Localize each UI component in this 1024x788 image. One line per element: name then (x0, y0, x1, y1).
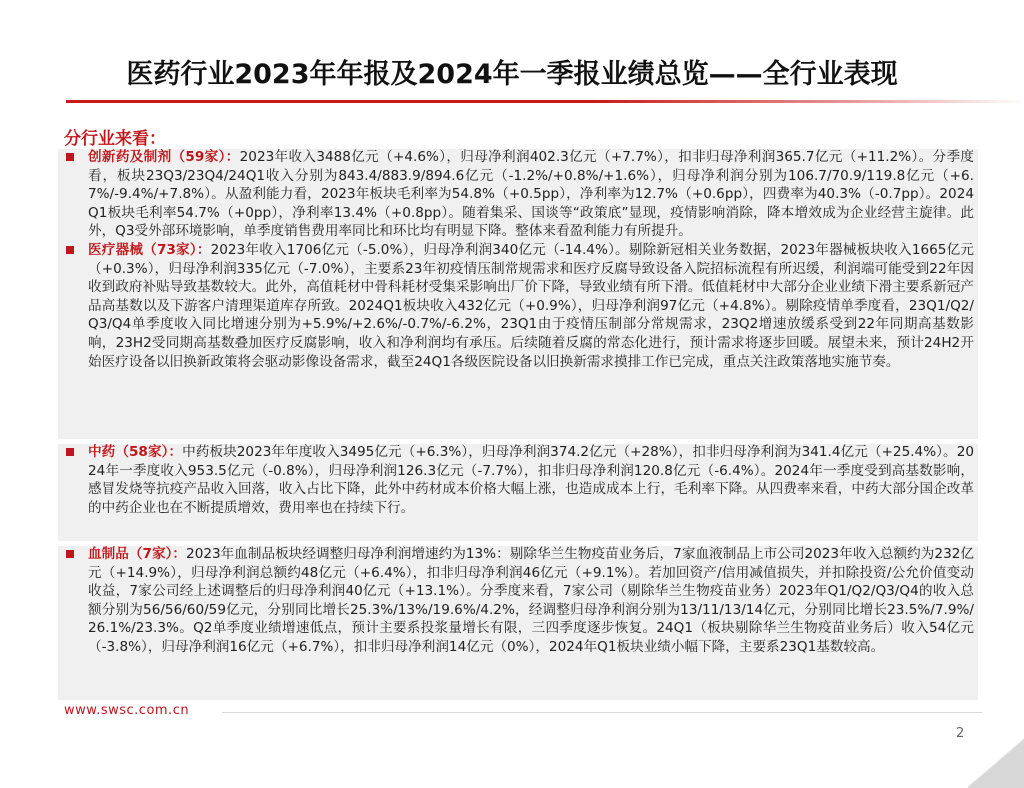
section-body-text: 2023年血制品板块经调整归母净利润增速约为13%：剔除华兰生物疫苗业务后，7家血液制品上市公司2023年收入总额约为232亿元（+14.9%），归母净利润总额约48亿元（+6.4%），扣非归母净利润46亿元（+9.1%）。若加回资产/信用减值损失，并扣除投资/公允价值变动收益，7家公司经上述调整后的归母净利润40亿元（+13.1%）。分季度来看，7家公司（剔除华兰生物疫苗业务）2023年Q1/Q2/Q3/Q4的收入总额分别为56/56/60/59亿元，分别同比增长25.3%/13%/19.6%/4.2%，经调整归母净利润分别为13/11/13/14亿元，分别同比增长23.5%/7.9%/26.1%/23.3%。Q2单季度业绩增速低点，预计主要系投浆量增长有限，三四季度逐步恢复。24Q1（板块剔除华兰生物疫苗业务后）收入54亿元（-3.8%），归母净利润16亿元（+6.7%），扣非归母净利润14亿元（0%），2024年Q1板块业绩小幅下降，主要系23Q1基数较高。 (88, 546, 974, 655)
section-paragraph (88, 148, 974, 241)
page-corner-decoration (968, 728, 1024, 788)
section-paragraph (88, 241, 974, 371)
square-bullet-icon (66, 550, 74, 558)
page-title: 医药行业2023年年报及2024年一季报业绩总览——全行业表现 (126, 59, 898, 90)
section-category-label: 创新药及制剂（59家）： (88, 149, 240, 165)
section-tcm (58, 444, 978, 541)
section-body-text: 中药板块2023年年度收入3495亿元（+6.3%），归母净利润374.2亿元（+28%），扣非归母净利润为341.4亿元（+25.4%）。2024年一季度收入953.5亿元（-0.8%），归母净利润126.3亿元（-7.7%），扣非归母净利润120.8亿元（-6.4%）。2024年一季度受到高基数影响，感冒发烧等抗疫产品收入回落，收入占比下降，此外中药材成本价格大幅上涨，也造成成本上行，毛利率下降。从四费率来看，中药大部分国企改革的中药企业也在不断提质增效，费用率也在持续下行。 (88, 444, 974, 516)
section-blood-products (58, 546, 978, 700)
page-number: 2 (956, 726, 965, 741)
section-category-label: 中药（58家）： (88, 444, 183, 460)
section-body-text: 2023年收入3488亿元（+4.6%），归母净利润402.3亿元（+7.7%），扣非归母净利润365.7亿元（+11.2%）。分季度看，板块23Q3/23Q4/24Q1收入分别为843.4/883.9/894.6亿元（-1.2%/+0.8%/+1.6%），归母净利润分别为106.7/70.9/119.8亿元（+6.7%/-9.4%/+7.8%）。从盈利能力看，2023年板块毛利率为54.8%（+0.5pp），净利率为12.7%（+0.6pp），四费率为40.3%（-0.7pp）。2024Q1板块毛利率54.7%（+0pp），净利率13.4%（+0.8pp）。随着集采、国谈等“政策底”显现，疫情影响消除，降本增效成为企业经营主旋律。此外，Q3受外部环境影响，单季度销售费用率同比和环比均有明显下降。整体来看盈利能力有所提升。 (88, 149, 974, 240)
section-paragraph (88, 443, 974, 517)
square-bullet-icon (66, 153, 74, 161)
section-category-label: 血制品（7家）： (88, 546, 187, 562)
section-subheading: 分行业来看： (64, 129, 166, 149)
square-bullet-icon (66, 246, 74, 254)
section-medical-devices (58, 242, 978, 439)
section-paragraph (88, 545, 974, 657)
title-divider (66, 100, 1024, 103)
section-body-text: 2023年收入1706亿元（-5.0%），归母净利润340亿元（-14.4%）。剔除新冠相关业务数据，2023年器械板块收入1665亿元（+0.3%），归母净利润335亿元（-7.0%），主要系23年初疫情压制常规需求和医疗反腐导致设备入院招标流程有所迟缓，利润端可能受到22年因收到政府补贴导致基数较大。此外，高值耗材中骨科耗材受集采影响出厂价下降，导致业绩有所下滑。低值耗材中大部分企业业绩下滑主要系新冠产品高基数以及下游客户清理渠道库存所致。2024Q1板块收入432亿元（+0.9%），归母净利润97亿元（+4.8%）。剔除疫情单季度看，23Q1/Q2/Q3/Q4单季度收入同比增速分别为+5.9%/+2.6%/-0.7%/-6.2%，23Q1由于疫情压制部分常规需求，23Q2增速放缓系受到22年同期高基数影响，23H2受同期高基数叠加医疗反腐影响，收入和净利润均有承压。后续随着反腐的常态化进行，预计需求将逐步回暖。展望未来，预计24H2开始医疗设备以旧换新政策将会驱动影像设备需求，截至24Q1各级医院设备以旧换新需求摸排工作已完成，重点关注政策落地实施节奏。 (88, 242, 974, 370)
square-bullet-icon (66, 448, 74, 456)
section-category-label: 医疗器械（73家）： (88, 242, 211, 258)
footer-website-link[interactable]: www.swsc.com.cn (64, 703, 190, 718)
footer-divider (222, 712, 982, 713)
